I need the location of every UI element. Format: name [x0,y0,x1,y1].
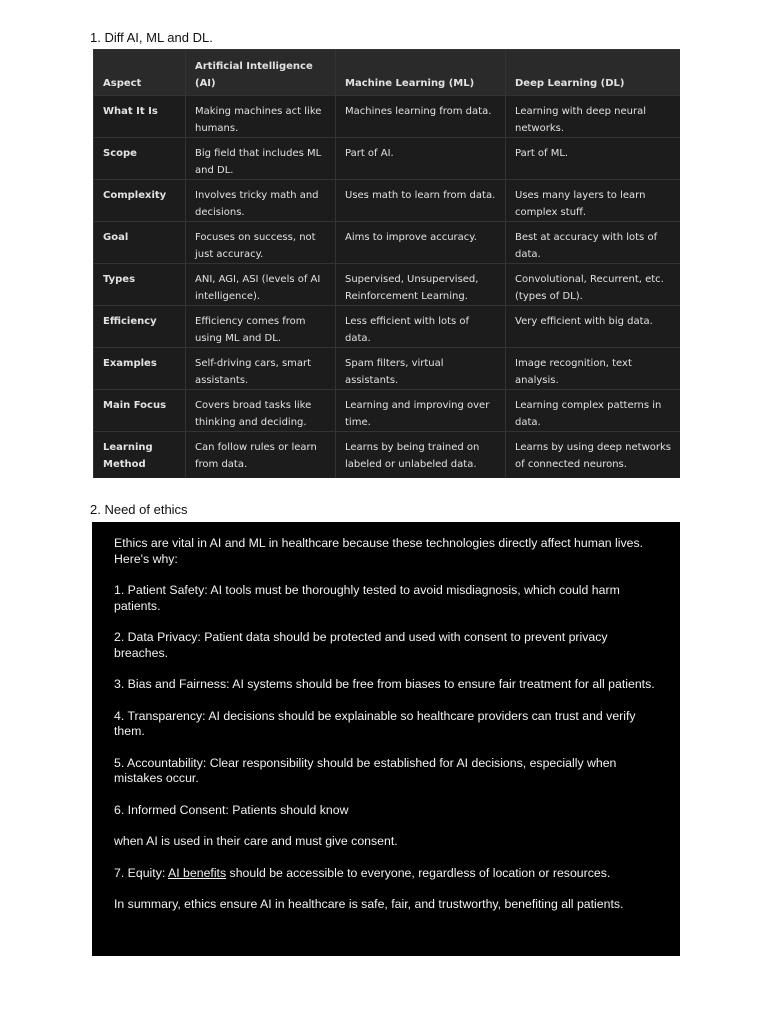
equity-prefix: 7. Equity: [114,865,169,880]
cell-ml: Part of AI. [336,138,506,180]
table-row [94,96,681,138]
equity-underlined: AI benefits [168,865,227,880]
row-aspect: Types [94,264,186,306]
ethics-point-equity [114,866,664,882]
table-row [94,264,681,306]
cell-dl: Part of ML. [506,138,681,180]
cell-ml: Spam filters, virtual assistants. [336,348,506,390]
row-aspect: What It Is [94,96,186,138]
cell-ai: Making machines act like humans. [186,96,336,138]
cell-ml: Supervised, Unsupervised, Reinforcement Learning. [336,264,506,306]
cell-dl: Very efficient with big data. [506,306,681,348]
ethics-point: 2. Data Privacy: Patient data should be protected and used with consent to prevent privacy breaches. [114,630,608,660]
table-row [94,306,681,348]
cell-ml: Aims to improve accuracy. [336,222,506,264]
cell-ai: Covers broad tasks like thinking and deciding. [186,390,336,432]
row-aspect: Efficiency [94,306,186,348]
table-row [94,390,681,432]
ethics-text-image [92,522,680,956]
table-header-row [94,50,681,96]
cell-ml: Machines learning from data. [336,96,506,138]
table-row [94,348,681,390]
ethics-point: 5. Accountability: Clear responsibility should be established for AI decisions, especially when mistakes occur. [114,755,617,785]
cell-dl: Learns by using deep networks of connected neurons. [506,432,681,479]
row-aspect: Main Focus [94,390,186,432]
ethics-point: 6. Informed Consent: Patients should know [114,802,349,817]
table-row [94,138,681,180]
cell-ml: Uses math to learn from data. [336,180,506,222]
comparison-table [93,49,680,478]
section-1-heading: 1. Diff AI, ML and DL. [90,30,213,45]
section-2-heading: 2. Need of ethics [90,502,188,517]
row-aspect: Examples [94,348,186,390]
cell-dl: Learning complex patterns in data. [506,390,681,432]
ethics-summary: In summary, ethics ensure AI in healthcare is safe, fair, and trustworthy, benefiting all patients. [114,897,624,911]
cell-ai: ANI, AGI, ASI (levels of AI intelligence). [186,264,336,306]
table-row [94,432,681,479]
row-aspect: Complexity [94,180,186,222]
ethics-point: 4. Transparency: AI decisions should be explainable so healthcare providers can trust and verify them. [114,708,636,738]
cell-ml: Learns by being trained on labeled or unlabeled data. [336,432,506,479]
cell-ai: Focuses on success, not just accuracy. [186,222,336,264]
header-aspect: Aspect [94,50,186,96]
comparison-table-image [93,49,680,478]
table-row [94,180,681,222]
cell-ai: Involves tricky math and decisions. [186,180,336,222]
header-dl: Deep Learning (DL) [506,50,681,96]
cell-dl: Image recognition, text analysis. [506,348,681,390]
cell-ai: Self-driving cars, smart assistants. [186,348,336,390]
cell-dl: Best at accuracy with lots of data. [506,222,681,264]
row-aspect: Goal [94,222,186,264]
ethics-point: when AI is used in their care and must give consent. [114,834,398,848]
cell-ml: Learning and improving over time. [336,390,506,432]
cell-dl: Convolutional, Recurrent, etc. (types of DL). [506,264,681,306]
cell-ai: Efficiency comes from using ML and DL. [186,306,336,348]
ethics-point: 3. Bias and Fairness: AI systems should be free from biases to ensure fair treatment for all patients. [114,677,655,691]
cell-ai: Big field that includes ML and DL. [186,138,336,180]
cell-ml: Less efficient with lots of data. [336,306,506,348]
header-ml: Machine Learning (ML) [336,50,506,96]
cell-dl: Learning with deep neural networks. [506,96,681,138]
cell-ai: Can follow rules or learn from data. [186,432,336,479]
ethics-point: 1. Patient Safety: AI tools must be thoroughly tested to avoid misdiagnosis, which could harm patients. [114,583,620,613]
cell-dl: Uses many layers to learn complex stuff. [506,180,681,222]
row-aspect: Learning Method [94,432,186,479]
ethics-intro: Ethics are vital in AI and ML in healthcare because these technologies directly affect human lives. Here's why: [114,536,644,566]
equity-suffix: should be accessible to everyone, regardless of location or resources. [226,865,611,880]
table-row [94,222,681,264]
header-ai: Artificial Intelligence (AI) [186,50,336,96]
row-aspect: Scope [94,138,186,180]
